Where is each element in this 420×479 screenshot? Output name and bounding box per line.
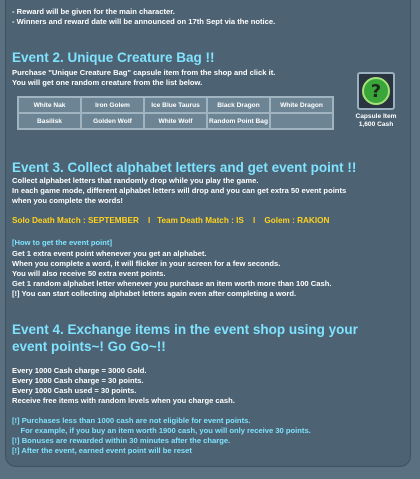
event3-line-2: In each game mode, different alphabet letters will drop and you can get extra 50 event points: [12, 186, 347, 195]
capsule-item-price: 1,600 Cash: [358, 121, 394, 128]
table-cell: Iron Golem: [82, 98, 143, 112]
event4-title-line-2: event points~! Go Go~!!: [12, 339, 166, 354]
how-line-3: You will also receive 50 extra event points.: [12, 269, 166, 278]
game-mode-words: Solo Death Match : SEPTEMBER l Team Death Match : IS l Golem : RAKION: [12, 216, 330, 225]
table-cell: Black Dragon: [208, 98, 269, 112]
table-row: [19, 98, 332, 112]
creature-list-table: [17, 96, 334, 130]
intro-line-1: - Reward will be given for the main character.: [12, 7, 175, 16]
event3-line-3: when you complete the words!: [12, 196, 123, 205]
table-cell: White Wolf: [145, 114, 206, 128]
how-to-title: [How to get the event point]: [12, 238, 112, 247]
event4-note-2: For example, if you buy an item worth 1900 cash, you will only receive 30 points.: [12, 426, 311, 435]
event2-title: Event 2. Unique Creature Bag !!: [12, 50, 215, 65]
table-cell: Basilisk: [19, 114, 80, 128]
event2-line-2: You will get one random creature from the list below.: [12, 78, 203, 87]
event4-note-1: [!] Purchases less than 1000 cash are not eligible for event points.: [12, 416, 251, 425]
table-cell: [271, 114, 332, 128]
table-cell: Random Point Bag: [208, 114, 269, 128]
how-line-1: Get 1 extra event point whenever you get an alphabet.: [12, 249, 207, 258]
event4-note-3: [!] Bonuses are rewarded within 30 minutes after the charge.: [12, 436, 231, 445]
event4-line-3: Every 1000 Cash used = 30 points.: [12, 386, 137, 395]
event4-line-4: Receive free items with random levels when you charge cash.: [12, 396, 235, 405]
event3-line-1: Collect alphabet letters that randomly drop while you play the game.: [12, 176, 259, 185]
event3-title: Event 3. Collect alphabet letters and get event point !!: [12, 160, 357, 175]
event4-line-2: Every 1000 Cash charge = 30 points.: [12, 376, 144, 385]
table-cell: Golden Wolf: [82, 114, 143, 128]
capsule-item-frame: [357, 72, 395, 110]
intro-line-2: - Winners and reward date will be announced on 17th Sept via the notice.: [12, 17, 276, 26]
svg-text:?: ?: [370, 81, 382, 102]
table-cell: White Dragon: [271, 98, 332, 112]
table-row: [19, 114, 332, 128]
capsule-item: [352, 72, 400, 129]
event4-title-line-1: Event 4. Exchange items in the event shop using your: [12, 322, 358, 337]
table-cell: White Nak: [19, 98, 80, 112]
event2-line-1: Purchase "Unique Creature Bag" capsule item from the shop and click it.: [12, 68, 276, 77]
how-line-5: [!] You can start collecting alphabet letters again even after completing a word.: [12, 289, 297, 298]
event4-note-4: [!] After the event, earned event point will be reset: [12, 446, 192, 455]
how-line-2: When you complete a word, it will flicker in your screen for a few seconds.: [12, 259, 281, 268]
question-mark-capsule-icon: [359, 74, 393, 108]
event4-line-1: Every 1000 Cash charge = 3000 Gold.: [12, 366, 147, 375]
how-line-4: Get 1 random alphabet letter whenever you purchase an item worth more than 100 Cash.: [12, 279, 332, 288]
capsule-item-label: Capsule Item: [355, 113, 397, 120]
table-cell: Ice Blue Taurus: [145, 98, 206, 112]
